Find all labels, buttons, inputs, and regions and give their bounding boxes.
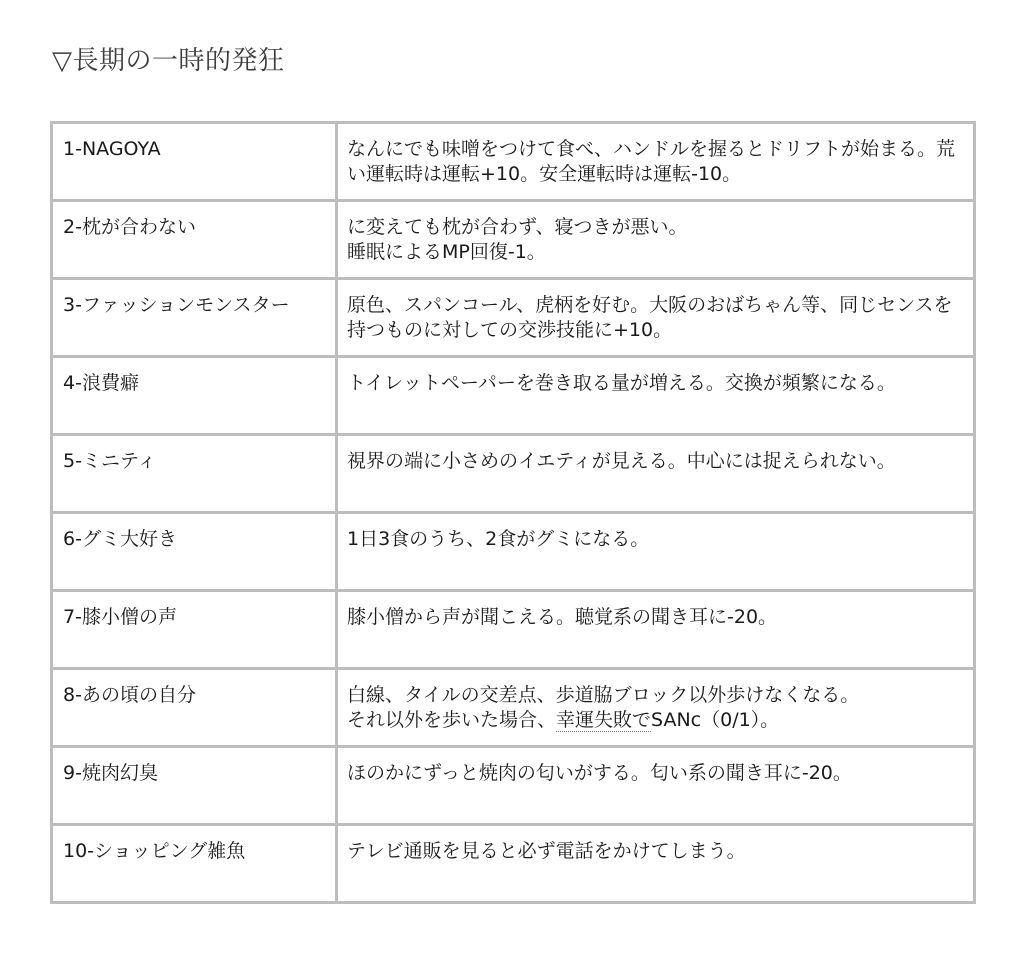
row-effect: ほのかにずっと焼肉の匂いがする。匂い系の聞き耳に-20。 [337,747,975,825]
row-effect: 1日3食のうち、2食がグミになる。 [337,513,975,591]
effect-text: SANc（0/1）。 [651,709,780,731]
row-effect: 原色、スパンコール、虎柄を好む。大阪のおばちゃん等、同じセンスを持つものに対しての交渉技能に+10。 [337,279,975,357]
madness-table [50,121,976,904]
table-row [52,513,975,591]
row-name: 5-ミニティ [52,435,337,513]
table-row [52,123,975,201]
row-name: 6-グミ大好き [52,513,337,591]
row-effect-line: に変えても枕が合わず、寝つきが悪い。 [347,216,688,238]
row-effect-line [347,708,963,733]
row-name: 7-膝小僧の声 [52,591,337,669]
row-name: 9-焼肉幻臭 [52,747,337,825]
table-row [52,747,975,825]
row-effect: 視界の端に小さめのイエティが見える。中心には捉えられない。 [337,435,975,513]
spellcheck-underline[interactable]: 幸運失敗で [556,709,652,731]
table-row [52,435,975,513]
row-effect [337,201,975,279]
row-name: 4-浪費癖 [52,357,337,435]
row-name: 8-あの頃の自分 [52,669,337,747]
row-effect: 膝小僧から声が聞こえる。聴覚系の聞き耳に-20。 [337,591,975,669]
table-row [52,669,975,747]
row-name: 2-枕が合わない [52,201,337,279]
table-row [52,279,975,357]
effect-text: それ以外を歩いた場合、 [347,709,557,731]
row-effect: トイレットペーパーを巻き取る量が増える。交換が頻繁になる。 [337,357,975,435]
table-row [52,825,975,903]
row-name: 10-ショッピング雑魚 [52,825,337,903]
page-title: ▽長期の一時的発狂 [52,46,285,76]
row-effect-line: 睡眠によるMP回復-1。 [347,241,546,263]
table-row [52,357,975,435]
row-effect-line: 白線、タイルの交差点、歩道脇ブロック以外歩けなくなる。 [347,684,860,706]
table-row [52,591,975,669]
row-name: 3-ファッションモンスター [52,279,337,357]
row-effect: なんにでも味噌をつけて食べ、ハンドルを握るとドリフトが始まる。荒い運転時は運転+10。安全運転時は運転-10。 [337,123,975,201]
row-effect: テレビ通販を見ると必ず電話をかけてしまう。 [337,825,975,903]
row-effect [337,669,975,747]
row-name: 1-NAGOYA [52,123,337,201]
table-row [52,201,975,279]
